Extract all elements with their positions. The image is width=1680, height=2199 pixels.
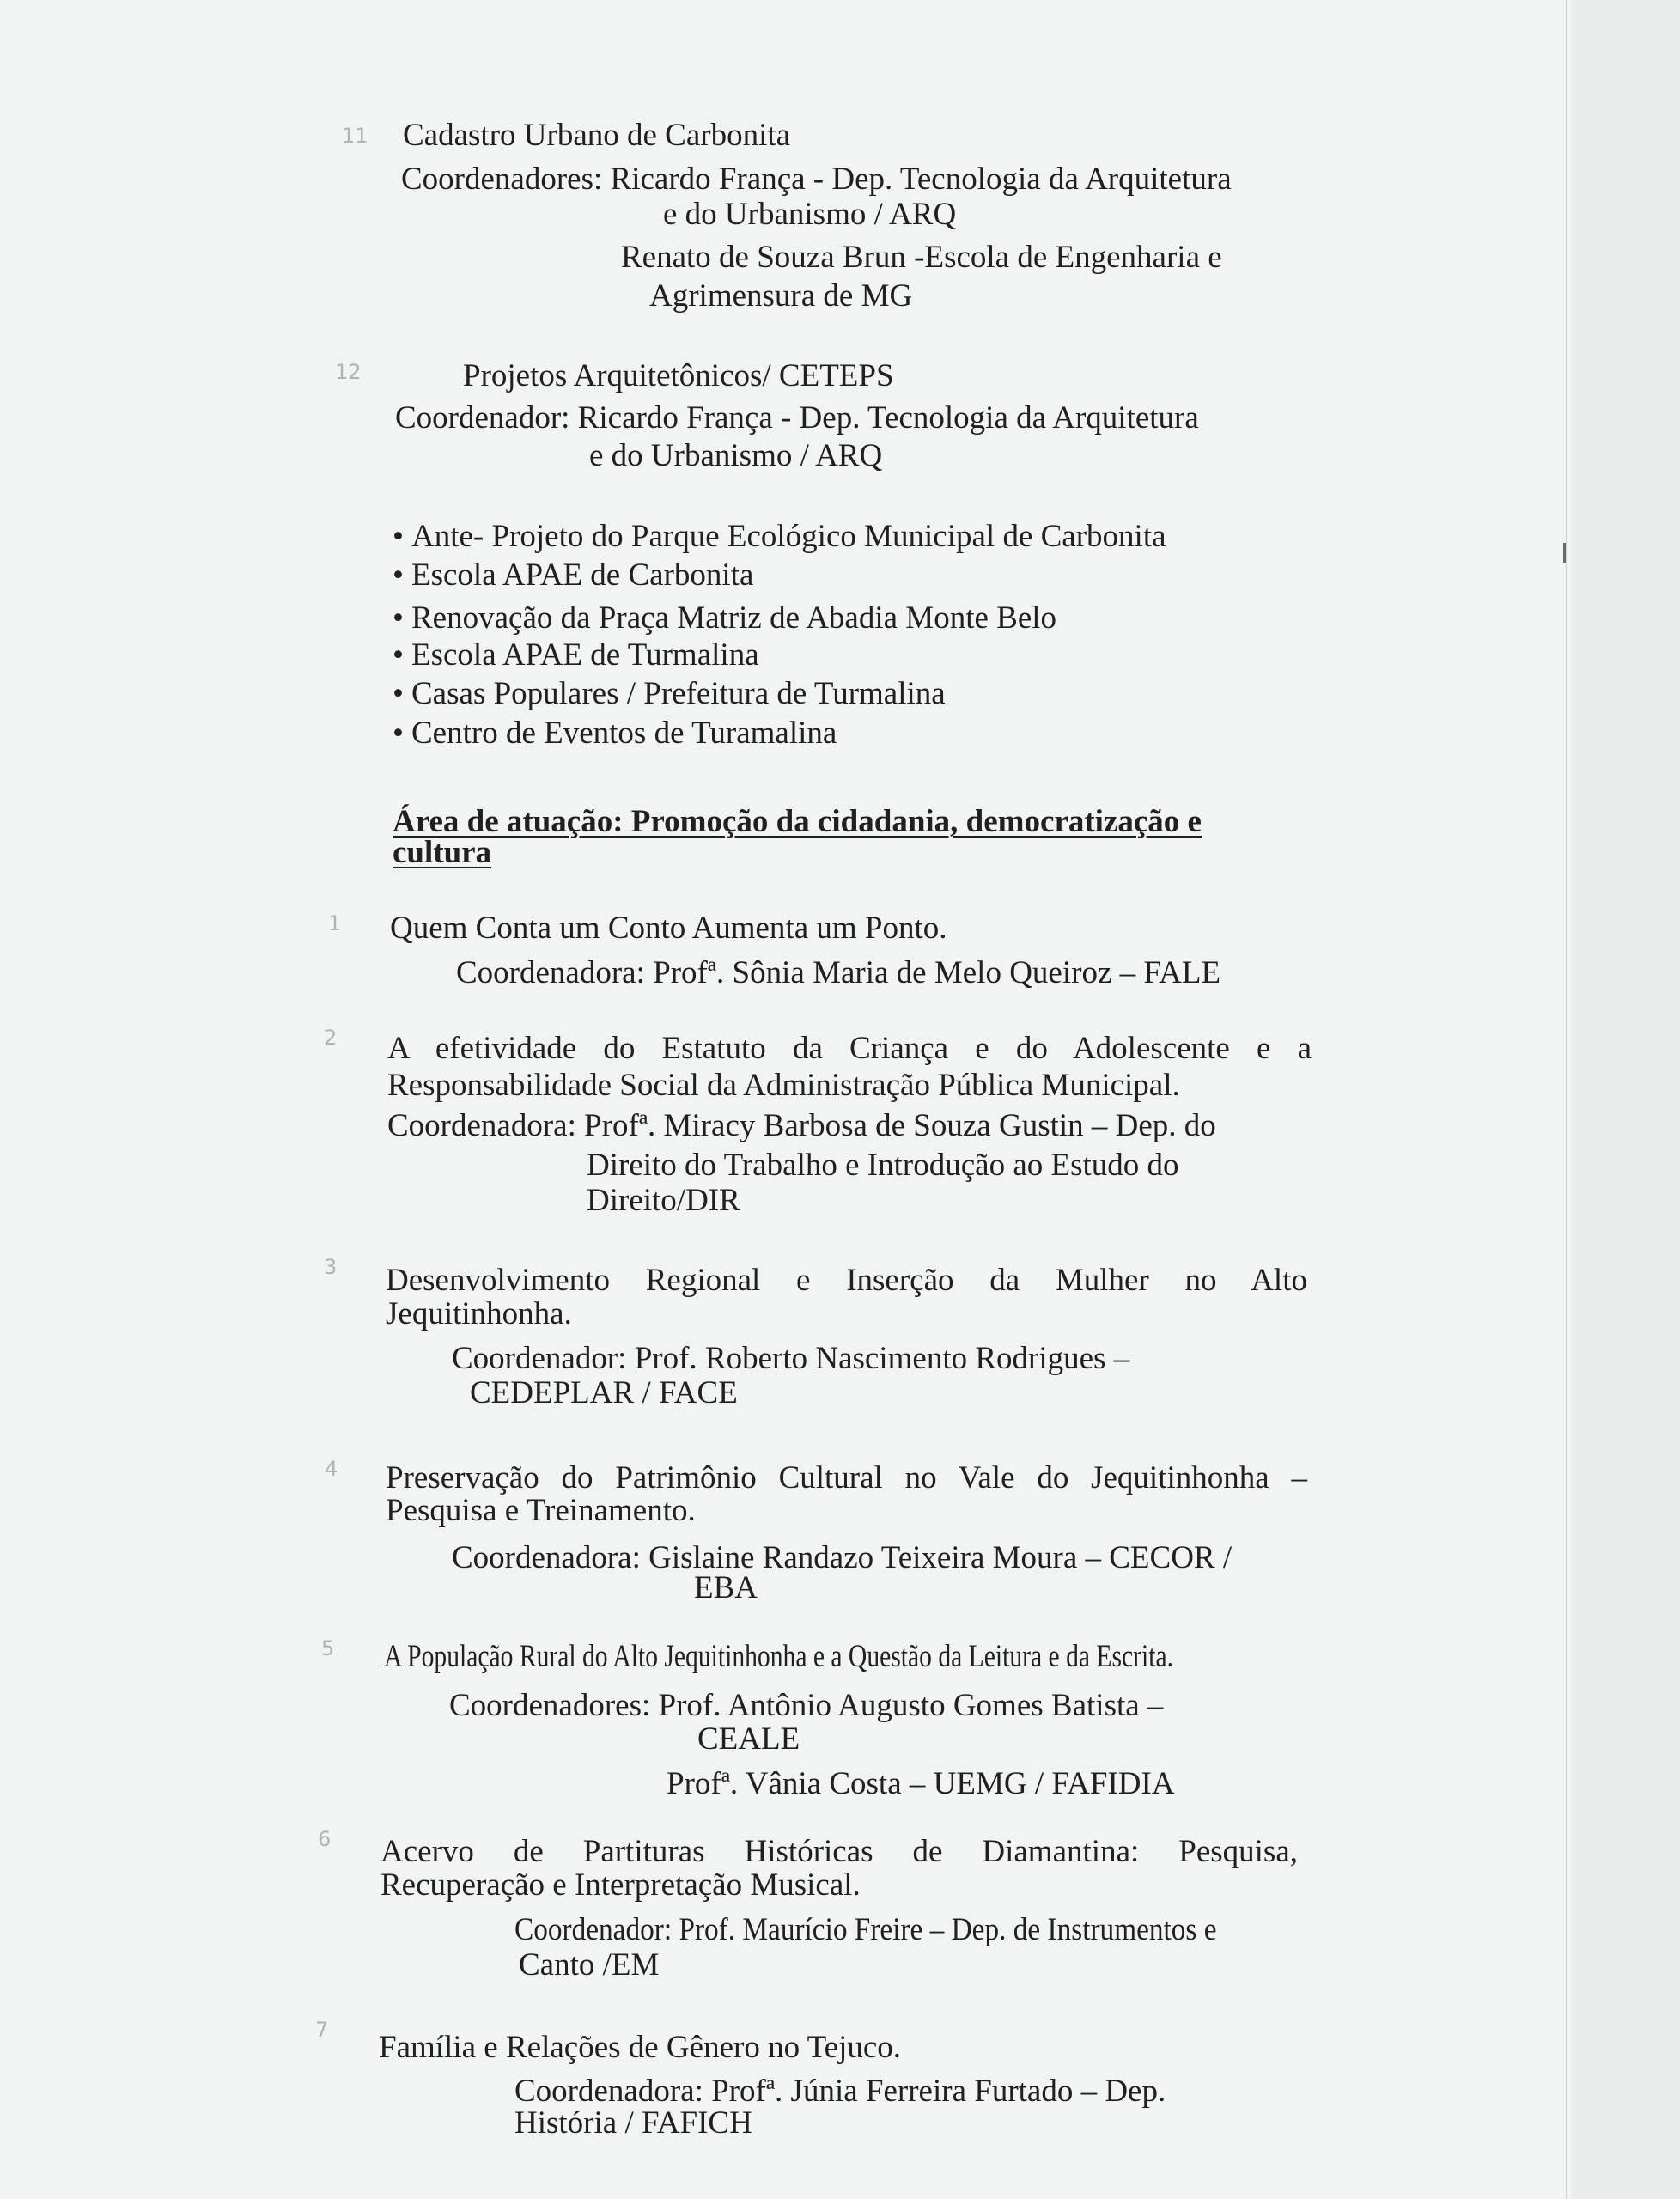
list-item bbox=[393, 600, 1056, 637]
project-title: Projetos Arquitetônicos/ CETEPS bbox=[463, 358, 894, 393]
bullet-icon bbox=[393, 676, 411, 711]
scan-edge-line bbox=[1566, 0, 1567, 2199]
coordinator-line: História / FAFICH bbox=[514, 2105, 752, 2141]
coordinator-line: EBA bbox=[694, 1570, 758, 1605]
project-title: Preservação do Patrimônio Cultural no Vale do Jequitinhonha – bbox=[386, 1460, 1307, 1495]
list-item bbox=[393, 715, 837, 752]
margin-number: 7 bbox=[315, 2018, 329, 2042]
margin-number: 3 bbox=[324, 1255, 338, 1279]
bullet-icon bbox=[393, 716, 411, 751]
list-item-text: Ante- Projeto do Parque Ecológico Municipal de Carbonita bbox=[411, 519, 1166, 554]
project-title: Quem Conta um Conto Aumenta um Ponto. bbox=[390, 911, 947, 946]
margin-number: 5 bbox=[321, 1636, 335, 1660]
coordinator-line: CEALE bbox=[697, 1721, 800, 1757]
coordinator-line: Coordenadores: Ricardo França - Dep. Tecnologia da Arquitetura bbox=[401, 161, 1232, 197]
margin-number: 6 bbox=[318, 1827, 332, 1851]
bullet-icon bbox=[393, 557, 411, 593]
project-title: Jequitinhonha. bbox=[386, 1296, 572, 1331]
list-item-text: Escola APAE de Carbonita bbox=[411, 557, 754, 593]
coordinator-line: Renato de Souza Brun -Escola de Engenharia e bbox=[621, 240, 1222, 275]
coordinator-line: Coordenadores: Prof. Antônio Augusto Gomes Batista – bbox=[449, 1688, 1164, 1723]
coordinator-line: Agrimensura de MG bbox=[649, 278, 913, 314]
project-title: Cadastro Urbano de Carbonita bbox=[403, 118, 791, 153]
section-heading: Área de atuação: Promoção da cidadania, democratização e bbox=[393, 804, 1202, 839]
list-item-text: Renovação da Praça Matriz de Abadia Monte Belo bbox=[411, 600, 1057, 636]
margin-number: 12 bbox=[335, 360, 362, 384]
project-title-text: A População Rural do Alto Jequitinhonha e a Questão da Leitura e da Escrita. bbox=[384, 1639, 1173, 1674]
margin-number: 2 bbox=[324, 1026, 338, 1050]
coordinator-line: Direito do Trabalho e Introdução ao Estudo do bbox=[587, 1148, 1179, 1183]
margin-number: 4 bbox=[325, 1457, 338, 1481]
coordinator-line bbox=[514, 1911, 1294, 1949]
scan-mark bbox=[1563, 543, 1566, 563]
coordinator-line: Profª. Vânia Costa – UEMG / FAFIDIA bbox=[667, 1766, 1175, 1801]
section-heading: cultura bbox=[393, 835, 492, 870]
project-title: Pesquisa e Treinamento. bbox=[386, 1493, 696, 1528]
coordinator-line: Coordenadora: Profª. Sônia Maria de Melo Queiroz – FALE bbox=[456, 955, 1221, 990]
coordinator-line-text: Coordenador: Prof. Maurício Freire – Dep. de Instrumentos e bbox=[514, 1912, 1217, 1947]
coordinator-line: Coordenador: Prof. Roberto Nascimento Rodrigues – bbox=[452, 1341, 1130, 1376]
project-title: Família e Relações de Gênero no Tejuco. bbox=[379, 2030, 902, 2065]
list-item bbox=[393, 675, 946, 713]
project-title: Responsabilidade Social da Administração Pública Municipal. bbox=[387, 1068, 1180, 1103]
coordinator-line: e do Urbanismo / ARQ bbox=[663, 197, 957, 232]
margin-number: 1 bbox=[328, 911, 342, 935]
project-title: Acervo de Partituras Históricas de Diamantina: Pesquisa, bbox=[380, 1834, 1298, 1869]
list-item bbox=[393, 557, 753, 594]
coordinator-line: Coordenador: Ricardo França - Dep. Tecnologia da Arquitetura bbox=[395, 400, 1199, 436]
scan-edge-shade bbox=[1572, 0, 1680, 2199]
coordinator-line: Coordenadora: Profª. Júnia Ferreira Furtado – Dep. bbox=[514, 2074, 1166, 2109]
coordinator-line: e do Urbanismo / ARQ bbox=[589, 438, 883, 473]
list-item bbox=[393, 637, 759, 674]
coordinator-line: Coordenadora: Gislaine Randazo Teixeira Moura – CECOR / bbox=[452, 1540, 1233, 1575]
project-title: Recuperação e Interpretação Musical. bbox=[380, 1867, 861, 1903]
coordinator-line: Direito/DIR bbox=[587, 1183, 740, 1218]
margin-number: 11 bbox=[342, 124, 368, 148]
list-item-text: Casas Populares / Prefeitura de Turmalina bbox=[411, 676, 946, 711]
bullet-icon bbox=[393, 600, 411, 636]
project-title bbox=[384, 1638, 1371, 1676]
list-item-text: Escola APAE de Turmalina bbox=[411, 637, 759, 673]
coordinator-line: CEDEPLAR / FACE bbox=[470, 1375, 738, 1410]
list-item-text: Centro de Eventos de Turamalina bbox=[411, 716, 837, 751]
coordinator-line: Canto /EM bbox=[519, 1947, 660, 1983]
bullet-icon bbox=[393, 637, 411, 673]
bullet-icon bbox=[393, 519, 411, 554]
project-title: Desenvolvimento Regional e Inserção da Mulher no Alto bbox=[386, 1263, 1307, 1298]
project-title: A efetividade do Estatuto da Criança e do Adolescente e a bbox=[387, 1031, 1312, 1066]
coordinator-line: Coordenadora: Profª. Miracy Barbosa de Souza Gustin – Dep. do bbox=[387, 1108, 1216, 1143]
list-item bbox=[393, 518, 1166, 556]
